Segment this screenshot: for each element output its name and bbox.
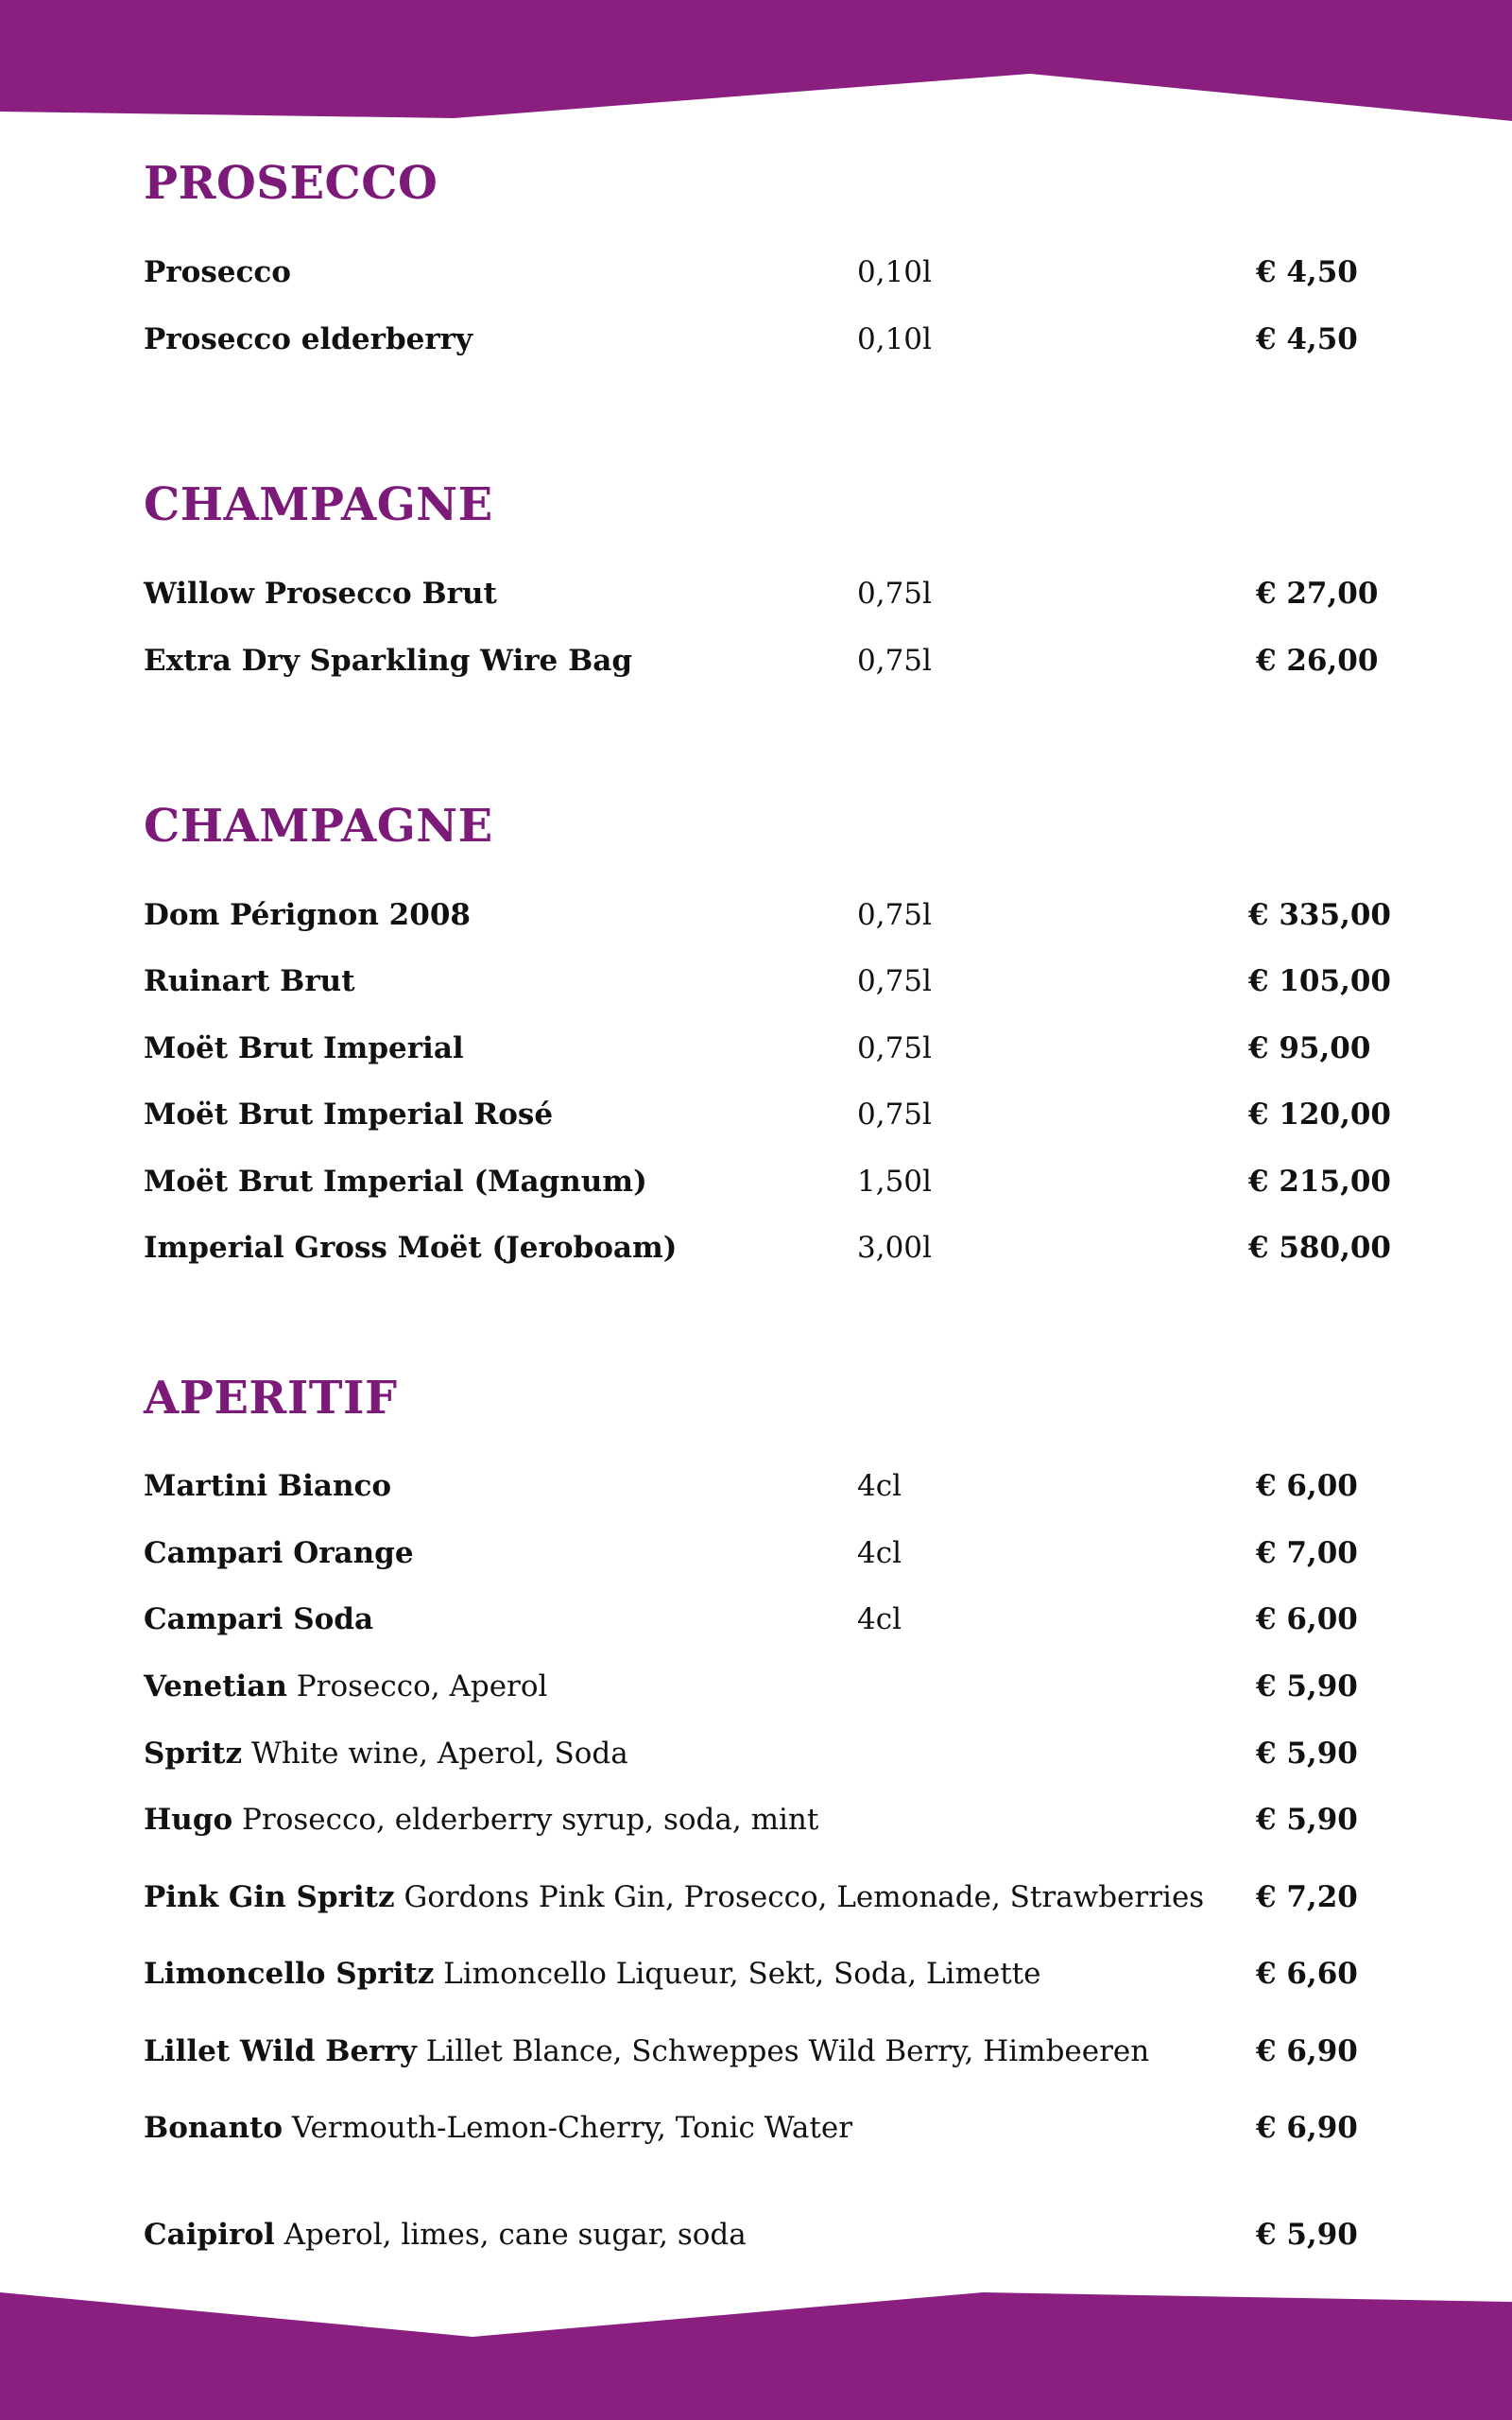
- item-price: € 6,60: [1256, 1957, 1358, 1991]
- menu-item: [144, 1876, 1372, 1918]
- item-description: White wine, Aperol, Soda: [250, 1737, 628, 1771]
- menu-item: [144, 319, 1372, 360]
- item-description: Prosecco, Aperol: [296, 1669, 548, 1703]
- item-price: € 6,90: [1256, 2034, 1358, 2068]
- menu-item: [144, 1094, 1392, 1135]
- menu-item: [144, 1953, 1372, 1995]
- menu-item: [144, 1465, 1372, 1507]
- item-price: € 105,00: [1248, 964, 1392, 998]
- item-price: € 4,50: [1256, 322, 1358, 356]
- item-name: Ruinart Brut: [144, 964, 355, 998]
- item-price: € 5,90: [1256, 2218, 1358, 2252]
- item-name: Campari Soda: [144, 1602, 374, 1636]
- item-name: Dom Pérignon 2008: [144, 898, 471, 932]
- item-volume: 1,50l: [857, 1165, 932, 1199]
- item-description: Aperol, limes, cane sugar, soda: [284, 2218, 747, 2252]
- item-volume: 0,75l: [857, 577, 932, 611]
- section-title-prosecco: PROSECCO: [144, 157, 438, 210]
- bottom-banner: [0, 2283, 1512, 2420]
- item-name: Lillet Wild Berry: [144, 2034, 417, 2068]
- item-price: € 580,00: [1248, 1231, 1392, 1265]
- menu-item: [144, 960, 1392, 1002]
- menu-item: [144, 251, 1372, 293]
- item-description: Limoncello Liqueur, Sekt, Soda, Limette: [443, 1957, 1041, 1991]
- item-volume: 3,00l: [857, 1231, 932, 1265]
- item-name: Moët Brut Imperial Rosé: [144, 1098, 554, 1132]
- menu-item: [144, 1733, 1372, 1774]
- item-name: Imperial Gross Moët (Jeroboam): [144, 1231, 678, 1265]
- item-price: € 4,50: [1256, 255, 1358, 289]
- section-title-aperitif: APERITIF: [144, 1372, 398, 1425]
- item-price: € 335,00: [1248, 898, 1392, 932]
- top-banner: [0, 0, 1512, 128]
- item-price: € 6,90: [1256, 2111, 1358, 2145]
- menu-item: [144, 1227, 1392, 1269]
- menu-item: [144, 1532, 1372, 1574]
- menu-item: [144, 640, 1379, 682]
- item-price: € 120,00: [1248, 1098, 1392, 1132]
- item-price: € 215,00: [1248, 1165, 1392, 1199]
- item-name: Willow Prosecco Brut: [144, 577, 497, 611]
- item-volume: 0,10l: [857, 255, 932, 289]
- item-name: Limoncello Spritz: [144, 1957, 435, 1991]
- item-volume: 0,75l: [857, 964, 932, 998]
- menu-item: [144, 1599, 1372, 1640]
- item-price: € 95,00: [1248, 1031, 1371, 1065]
- bottom-banner-shape: [0, 2292, 1512, 2420]
- item-price: € 5,90: [1256, 1669, 1358, 1703]
- menu-item: [144, 1666, 1372, 1707]
- item-name: Venetian: [144, 1669, 287, 1703]
- item-name: Prosecco: [144, 255, 291, 289]
- item-name: Hugo: [144, 1803, 233, 1837]
- item-name: Martini Bianco: [144, 1469, 392, 1503]
- menu-item: [144, 1028, 1372, 1069]
- item-name: Spritz: [144, 1737, 243, 1771]
- item-volume: 0,10l: [857, 322, 932, 356]
- item-name: Moët Brut Imperial: [144, 1031, 464, 1065]
- item-name: Pink Gin Spritz: [144, 1880, 395, 1914]
- item-name: Extra Dry Sparkling Wire Bag: [144, 644, 633, 678]
- item-volume: 0,75l: [857, 898, 932, 932]
- item-volume: 4cl: [857, 1469, 902, 1503]
- item-name: Campari Orange: [144, 1536, 414, 1570]
- menu-item: [144, 573, 1379, 614]
- item-price: € 27,00: [1256, 577, 1379, 611]
- menu-item: [144, 2214, 1372, 2256]
- item-volume: 0,75l: [857, 644, 932, 678]
- item-price: € 6,00: [1256, 1602, 1358, 1636]
- menu-item: [144, 2031, 1372, 2072]
- menu-item: [144, 2107, 1372, 2149]
- item-volume: 4cl: [857, 1536, 902, 1570]
- item-description: Gordons Pink Gin, Prosecco, Lemonade, Strawberries: [404, 1880, 1205, 1914]
- section-title-champagne-premium: CHAMPAGNE: [144, 800, 493, 853]
- section-title-champagne: CHAMPAGNE: [144, 478, 493, 531]
- item-description: Vermouth-Lemon-Cherry, Tonic Water: [291, 2111, 853, 2145]
- menu-item: [144, 894, 1392, 936]
- item-name: Caipirol: [144, 2218, 275, 2252]
- item-name: Prosecco elderberry: [144, 322, 473, 356]
- item-price: € 7,20: [1256, 1880, 1358, 1914]
- item-price: € 26,00: [1256, 644, 1379, 678]
- item-price: € 5,90: [1256, 1737, 1358, 1771]
- item-price: € 5,90: [1256, 1803, 1358, 1837]
- item-name: Moët Brut Imperial (Magnum): [144, 1165, 647, 1199]
- item-volume: 4cl: [857, 1602, 902, 1636]
- item-volume: 0,75l: [857, 1098, 932, 1132]
- menu-item: [144, 1799, 1372, 1841]
- item-price: € 6,00: [1256, 1469, 1358, 1503]
- item-price: € 7,00: [1256, 1536, 1358, 1570]
- item-name: Bonanto: [144, 2111, 284, 2145]
- menu-item: [144, 1161, 1392, 1202]
- item-volume: 0,75l: [857, 1031, 932, 1065]
- top-banner-shape: [0, 0, 1512, 121]
- item-description: Lillet Blance, Schweppes Wild Berry, Himbeeren: [425, 2034, 1150, 2068]
- item-description: Prosecco, elderberry syrup, soda, mint: [242, 1803, 819, 1837]
